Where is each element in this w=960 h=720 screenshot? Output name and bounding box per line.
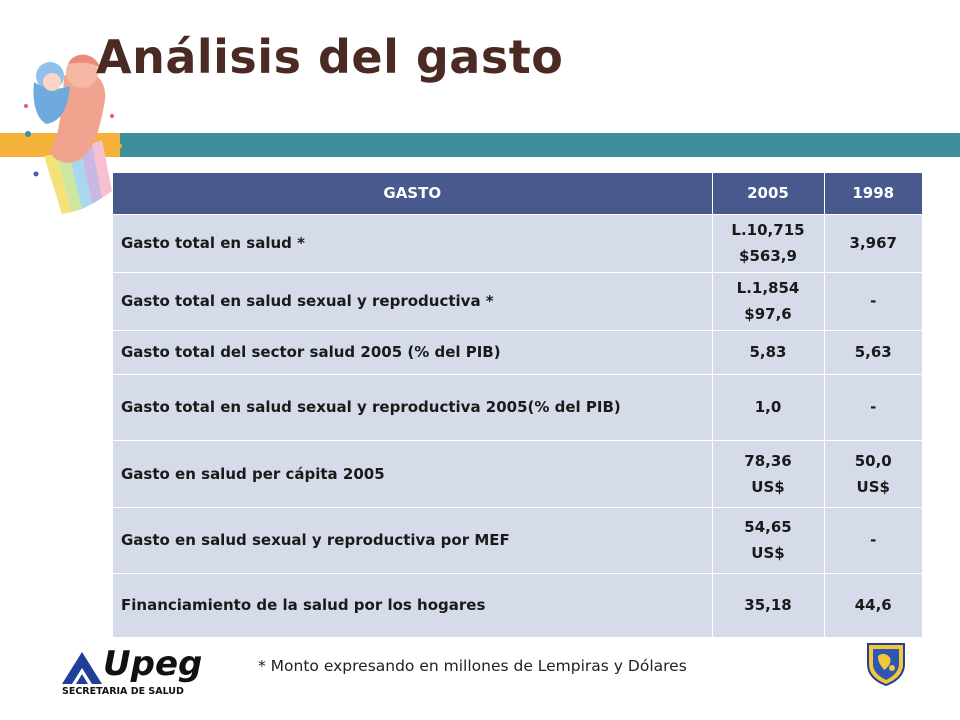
table-row [113,374,922,440]
row-label: Gasto en salud sexual y reproductiva por MEF [113,507,712,573]
spending-table [113,173,922,637]
teal-accent-bar [120,133,960,157]
value-1998: - [824,272,922,330]
value-2005: 5,83 [712,330,824,374]
header-1998: 1998 [824,173,922,214]
table-row [113,440,922,507]
header-gasto: GASTO [113,173,712,214]
header-2005: 2005 [712,173,824,214]
upeg-triangle-icon [60,650,104,686]
logo-subtitle: SECRETARIA DE SALUD [62,686,184,697]
value-2005: L.10,715 $563,9 [712,214,824,272]
value-1998: 50,0 US$ [824,440,922,507]
table-header-row [113,173,922,214]
row-label: Financiamiento de la salud por los hogares [113,573,712,637]
logo-wordmark: Upeg [103,644,203,684]
value-2005: L.1,854 $97,6 [712,272,824,330]
value-2005: 78,36 US$ [712,440,824,507]
honduras-shield-icon [864,640,908,686]
table-row [113,214,922,272]
row-label: Gasto en salud per cápita 2005 [113,440,712,507]
page-title: Análisis del gasto [96,30,564,84]
footnote: * Monto expresando en millones de Lempiras y Dólares [258,657,687,675]
value-2005: 35,18 [712,573,824,637]
row-label: Gasto total del sector salud 2005 (% del PIB) [113,330,712,374]
value-1998: - [824,374,922,440]
table-row [113,272,922,330]
value-1998: 5,63 [824,330,922,374]
row-label: Gasto total en salud * [113,214,712,272]
value-1998: 44,6 [824,573,922,637]
value-1998: - [824,507,922,573]
upeg-logo [58,644,208,700]
value-1998: 3,967 [824,214,922,272]
row-label: Gasto total en salud sexual y reproductiva 2005(% del PIB) [113,374,712,440]
row-label: Gasto total en salud sexual y reproductiva * [113,272,712,330]
value-2005: 54,65 US$ [712,507,824,573]
table-row [113,330,922,374]
table-row [113,507,922,573]
value-2005: 1,0 [712,374,824,440]
table-row [113,573,922,637]
